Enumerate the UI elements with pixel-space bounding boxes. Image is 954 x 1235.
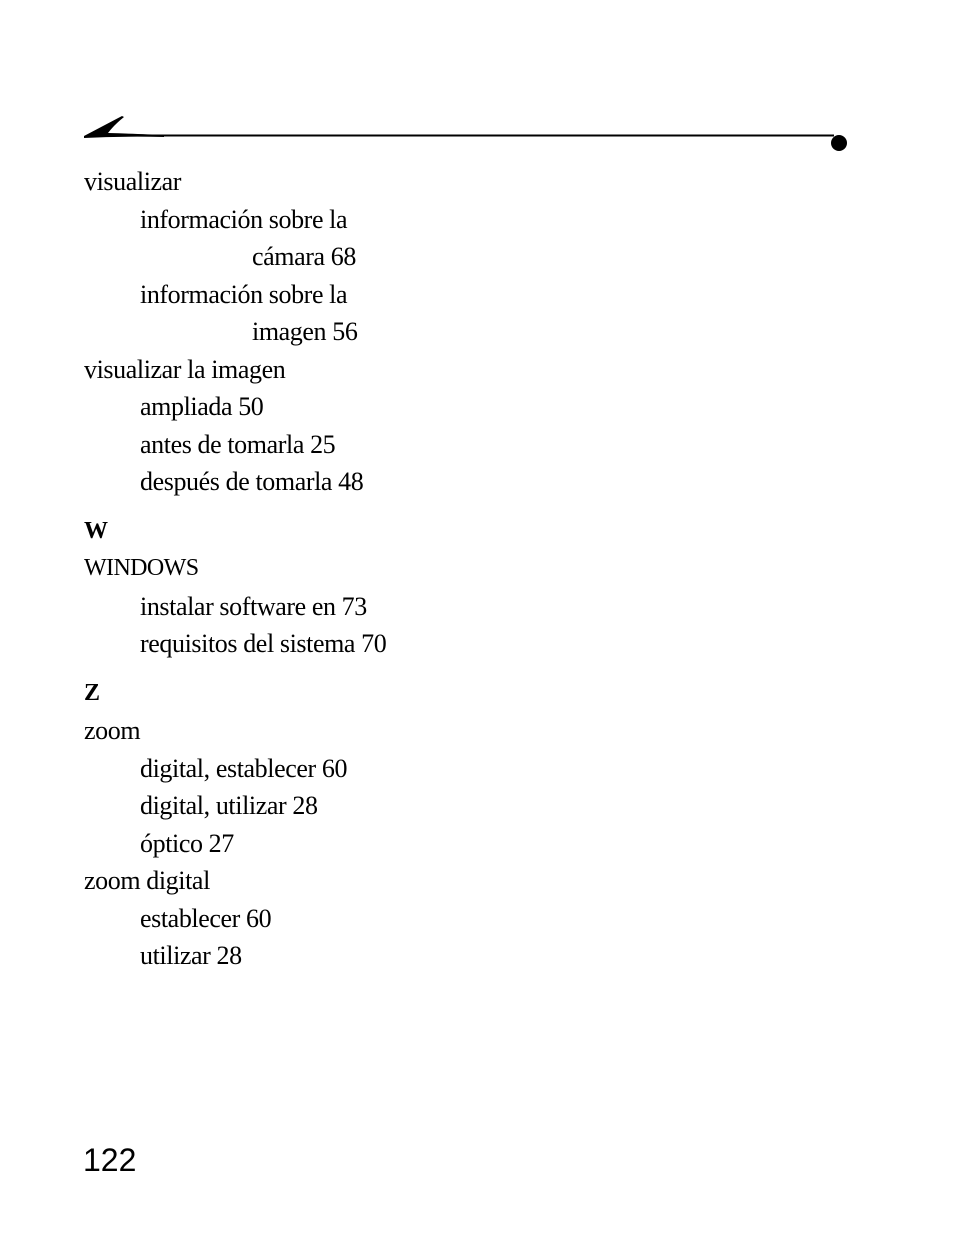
index-subentry: digital, utilizar 28 (140, 791, 318, 820)
index-entry: WINDOWS (84, 555, 199, 581)
index-subentry: instalar software en 73 (140, 591, 367, 621)
index-subentry: información sobre la (140, 279, 348, 309)
index-subentry: establecer 60 (140, 903, 272, 933)
index-entry: zoom (84, 716, 141, 745)
index-subentry: utilizar 28 (140, 941, 242, 970)
header-dot-icon (831, 135, 847, 151)
index-subentry: antes de tomarla 25 (140, 429, 336, 459)
page-number: 122 (83, 1142, 137, 1178)
index-entry: visualizar la imagen (84, 354, 286, 384)
index-subentry: ampliada 50 (140, 392, 264, 421)
header-rule (84, 112, 852, 152)
index-subentry: óptico 27 (140, 828, 234, 858)
index-entry: visualizar (84, 167, 182, 196)
index-subentry: digital, establecer 60 (140, 753, 348, 783)
letter-heading-w: W (84, 517, 108, 544)
index-subentry-continuation: imagen 56 (252, 317, 358, 346)
letter-heading-z: Z (84, 679, 100, 706)
index-subentry: información sobre la (140, 204, 348, 234)
index-entry: zoom digital (84, 866, 210, 895)
index-subentry: requisitos del sistema 70 (140, 629, 387, 658)
index-subentry: después de tomarla 48 (140, 467, 364, 496)
index-column (84, 163, 684, 975)
index-subentry-continuation: cámara 68 (252, 242, 356, 271)
